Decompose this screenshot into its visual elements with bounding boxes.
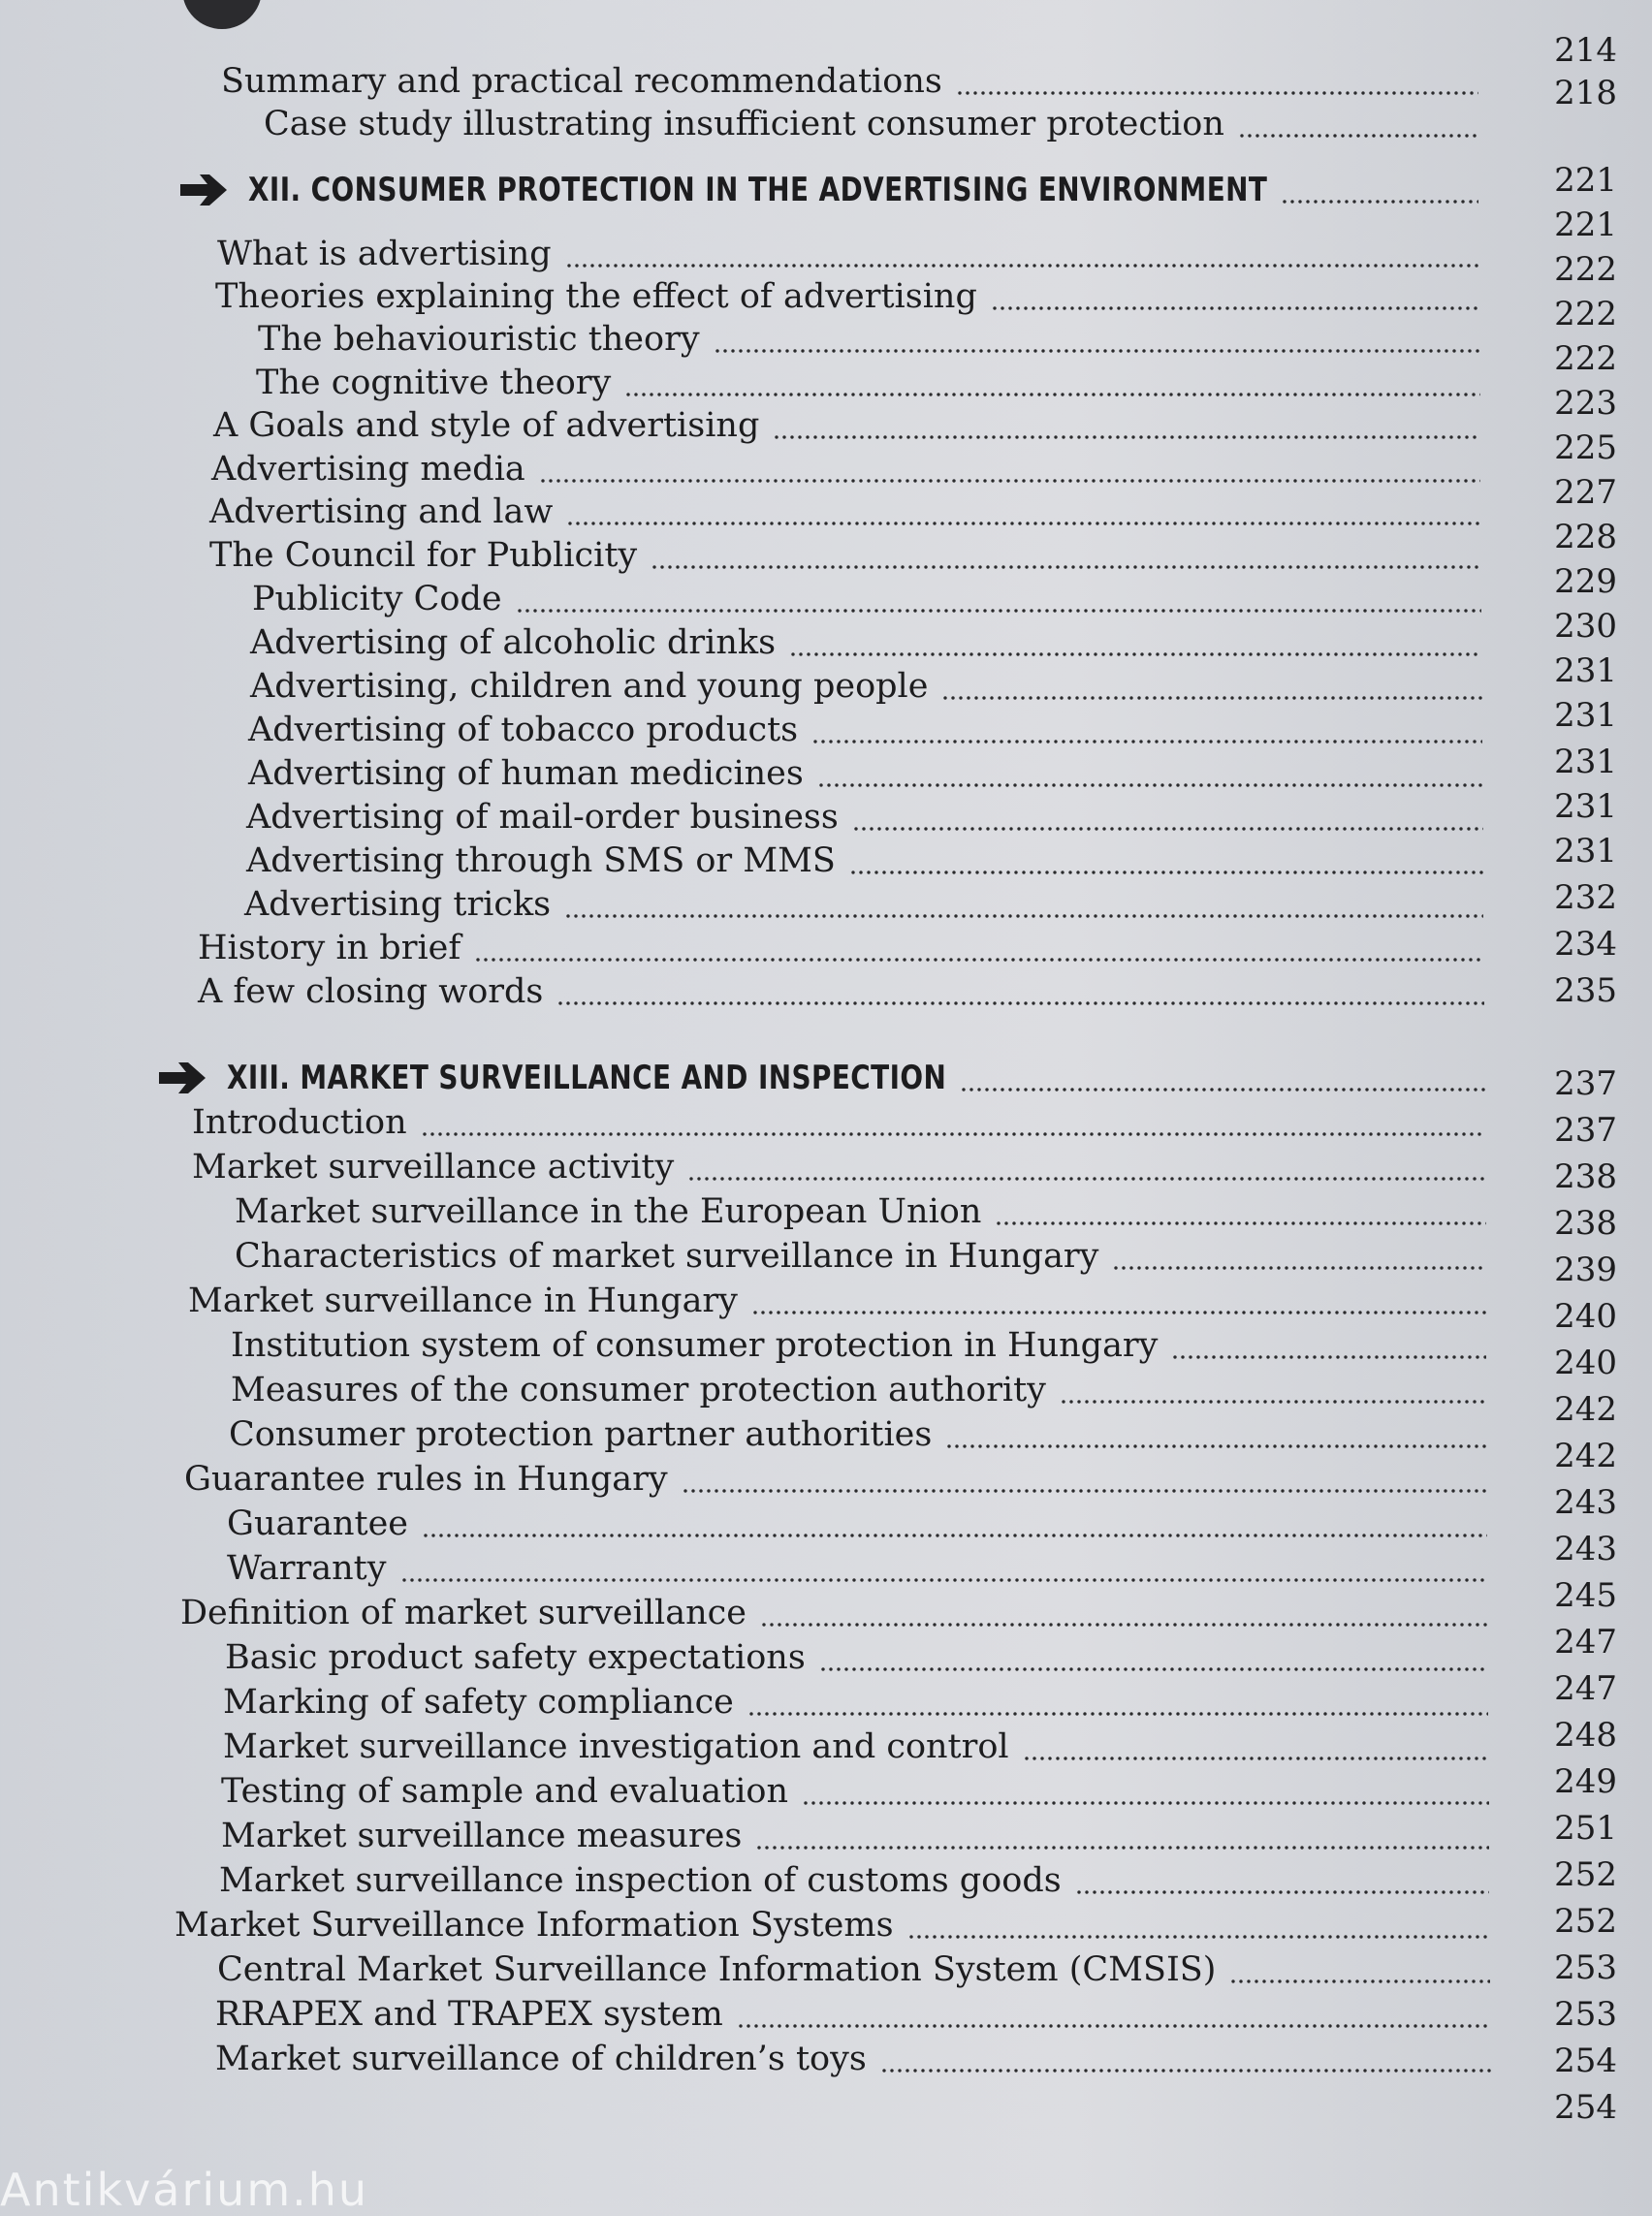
toc-page-number: 252	[1554, 1855, 1617, 1894]
toc-entry-row	[213, 404, 1490, 447]
dot-leader	[1075, 1890, 1489, 1894]
toc-page-number: 221	[1554, 161, 1617, 200]
dot-leader	[422, 1534, 1487, 1537]
toc-entry-title: Market surveillance activity	[192, 1148, 675, 1187]
toc-entry-row	[248, 752, 1492, 795]
toc-entry-title: XII. CONSUMER PROTECTION IN THE ADVERTISING ENVIRONMENT	[248, 171, 1268, 209]
dot-leader	[556, 1001, 1484, 1005]
toc-page-number: 237	[1554, 1111, 1617, 1150]
toc-page-number: 222	[1554, 339, 1617, 378]
toc-page-number: 231	[1554, 832, 1617, 871]
toc-entry-row	[231, 1369, 1497, 1411]
dot-leader	[941, 696, 1482, 700]
toc-page-number: 238	[1554, 1157, 1617, 1196]
toc-entry-row	[248, 709, 1492, 751]
toc-entry-row	[223, 1681, 1498, 1724]
toc-entry-title: The behaviouristic theory	[258, 320, 700, 359]
toc-entry-row	[264, 103, 1488, 145]
toc-entry-title: Institution system of consumer protection in Hungary	[231, 1326, 1159, 1365]
toc-page-number: 247	[1554, 1623, 1617, 1662]
dot-leader	[760, 1623, 1488, 1627]
dot-leader	[516, 609, 1481, 613]
toc-entry-row	[217, 233, 1488, 275]
toc-page-number: 243	[1554, 1530, 1617, 1568]
toc-entry-title: Advertising through SMS or MMS	[246, 841, 836, 880]
toc-entry-row	[223, 1725, 1498, 1768]
toc-entry-title: A few closing words	[198, 972, 544, 1011]
toc-entry-row	[175, 1904, 1500, 1947]
toc-entry-row	[215, 1993, 1500, 2036]
dot-leader	[566, 522, 1480, 525]
toc-entry-title: Warranty	[227, 1549, 387, 1588]
dot-leader	[565, 264, 1478, 268]
toc-page-number: 222	[1554, 250, 1617, 289]
toc-page-number: 240	[1554, 1344, 1617, 1382]
toc-page-number: 245	[1554, 1576, 1617, 1615]
toc-entry-title: Definition of market surveillance	[180, 1594, 747, 1632]
toc-page-number: 249	[1554, 1762, 1617, 1801]
dot-leader	[811, 740, 1482, 744]
toc-entry-title: Measures of the consumer protection authority	[231, 1371, 1046, 1409]
toc-entry-row	[198, 970, 1494, 1013]
toc-entry-title: Advertising and law	[209, 492, 554, 531]
toc-entry-title: Theories explaining the effect of advertising	[215, 277, 977, 316]
dot-leader	[960, 1088, 1485, 1092]
dot-leader	[991, 306, 1478, 310]
toc-entry-title: Market surveillance in the European Union	[235, 1192, 982, 1231]
toc-page-number: 234	[1554, 925, 1617, 964]
dot-leader	[1281, 200, 1478, 204]
toc-page-number: 238	[1554, 1204, 1617, 1243]
toc-chapter-row	[248, 169, 1488, 211]
toc-entry-row	[192, 1101, 1495, 1144]
dot-leader	[737, 2024, 1490, 2028]
dot-leader	[819, 1667, 1488, 1671]
dot-leader	[773, 435, 1480, 439]
dot-leader	[907, 1935, 1490, 1939]
toc-page-number: 243	[1554, 1483, 1617, 1522]
toc-entry-title: Consumer protection partner authorities	[229, 1415, 933, 1454]
toc-entry-row	[219, 1859, 1499, 1902]
toc-entry-row	[246, 796, 1493, 839]
toc-page-number: 231	[1554, 787, 1617, 826]
dot-leader	[755, 1846, 1489, 1850]
toc-page-number: 228	[1554, 518, 1617, 556]
dot-leader	[751, 1311, 1486, 1314]
toc-entry-title: Advertising tricks	[244, 885, 552, 924]
watermark-text: Antikvárium.hu	[0, 2164, 369, 2216]
toc-page-number: 229	[1554, 562, 1617, 601]
toc-page-number: 218	[1554, 74, 1617, 112]
dot-leader	[1112, 1266, 1486, 1270]
toc-entry-title: Guarantee rules in Hungary	[184, 1460, 668, 1499]
toc-entry-row	[215, 2038, 1501, 2080]
toc-page-number: 227	[1554, 473, 1617, 512]
toc-entry-title: Central Market Surveillance Information System (CMSIS)	[217, 1950, 1217, 1989]
toc-entry-title: History in brief	[198, 929, 461, 967]
dot-leader	[714, 349, 1480, 353]
toc-entry-title: Publicity Code	[252, 580, 502, 618]
toc-page-number: 231	[1554, 743, 1617, 781]
toc-entry-title: Advertising of mail-order business	[246, 798, 839, 837]
toc-entry-title: Marking of safety compliance	[223, 1683, 734, 1722]
toc-entry-title: Basic product safety expectations	[225, 1638, 806, 1677]
dot-leader	[564, 914, 1483, 918]
dot-leader	[995, 1221, 1486, 1225]
toc-page-number: 235	[1554, 971, 1617, 1010]
toc-page-number: 232	[1554, 878, 1617, 917]
dot-leader	[789, 652, 1481, 656]
dot-leader	[400, 1578, 1487, 1582]
toc-entry-row	[221, 60, 1488, 103]
toc-entry-title: A Goals and style of advertising	[213, 406, 760, 445]
toc-entry-row	[250, 665, 1492, 708]
dot-leader	[956, 91, 1478, 95]
toc-entry-title: Advertising of tobacco products	[248, 711, 799, 749]
toc-entry-row	[221, 1770, 1499, 1813]
dot-leader	[945, 1444, 1487, 1448]
toc-page-number: 253	[1554, 1948, 1617, 1987]
toc-entry-row	[250, 621, 1491, 664]
toc-entry-title: Advertising media	[211, 450, 525, 489]
dot-leader	[687, 1177, 1485, 1181]
dot-leader	[849, 871, 1483, 874]
toc-page-number: 221	[1554, 206, 1617, 244]
toc-entry-title: XIII. MARKET SURVEILLANCE AND INSPECTION	[227, 1059, 947, 1097]
toc-entry-row	[215, 275, 1488, 318]
toc-page-number: 231	[1554, 696, 1617, 735]
toc-entry-row	[235, 1235, 1496, 1278]
page-number-badge	[182, 0, 262, 29]
toc-entry-title: Advertising, children and young people	[250, 667, 929, 706]
dot-leader	[1023, 1757, 1488, 1760]
dot-leader	[1238, 134, 1478, 138]
toc-entry-title: Market surveillance of children’s toys	[215, 2040, 867, 2078]
toc-page-number: 253	[1554, 1995, 1617, 2034]
toc-page-number: 248	[1554, 1716, 1617, 1755]
toc-entry-row	[227, 1547, 1497, 1590]
toc-entry-row	[231, 1324, 1496, 1367]
toc-entry-title: What is advertising	[217, 235, 552, 273]
toc-page-number: 230	[1554, 607, 1617, 646]
toc-page-number: 214	[1554, 31, 1617, 70]
toc-page-number: 225	[1554, 428, 1617, 467]
dot-leader	[1229, 1979, 1490, 1983]
dot-leader	[421, 1132, 1485, 1136]
toc-entry-title: Introduction	[192, 1103, 407, 1142]
dot-leader	[1060, 1400, 1487, 1404]
dot-leader	[852, 827, 1483, 831]
toc-entry-row	[188, 1280, 1496, 1322]
toc-entry-title: Characteristics of market surveillance in Hungary	[235, 1237, 1099, 1276]
toc-page-number: 222	[1554, 295, 1617, 333]
toc-entry-row	[221, 1815, 1499, 1857]
toc-entry-title: Advertising of human medicines	[248, 754, 804, 793]
dot-leader	[817, 783, 1482, 787]
toc-entry-row	[184, 1458, 1497, 1501]
toc-page-number: 242	[1554, 1390, 1617, 1429]
toc-entry-title: Guarantee	[227, 1504, 408, 1543]
toc-page-number: 247	[1554, 1669, 1617, 1708]
toc-entry-row	[209, 534, 1491, 577]
dot-leader	[802, 1801, 1489, 1805]
toc-page-number: 231	[1554, 651, 1617, 690]
toc-page-number: 237	[1554, 1064, 1617, 1103]
arrow-right-icon	[157, 1059, 207, 1097]
toc-entry-title: Summary and practical recommendations	[221, 62, 942, 101]
dot-leader	[747, 1712, 1488, 1716]
dot-leader	[539, 479, 1480, 483]
toc-entry-row	[258, 318, 1490, 361]
toc-page-number: 254	[1554, 2088, 1617, 2127]
toc-entry-row	[192, 1146, 1495, 1188]
toc-entry-title: Advertising of alcoholic drinks	[250, 623, 777, 662]
dot-leader	[651, 565, 1481, 569]
toc-entry-row	[235, 1190, 1496, 1233]
toc-entry-row	[256, 362, 1490, 404]
toc-entry-row	[244, 883, 1493, 926]
toc-entry-row	[217, 1948, 1500, 1991]
toc-entry-row	[209, 491, 1490, 533]
toc-entry-row	[225, 1636, 1498, 1679]
toc-entry-row	[211, 448, 1490, 491]
toc-entry-title: Case study illustrating insufficient consumer protection	[264, 105, 1224, 143]
toc-page-number: 252	[1554, 1902, 1617, 1941]
toc-entry-row	[198, 927, 1494, 969]
toc-entry-row	[252, 578, 1491, 620]
toc-entry-title: Market Surveillance Information Systems	[175, 1906, 894, 1945]
toc-entry-title: The Council for Publicity	[209, 536, 638, 575]
toc-entry-title: Market surveillance investigation and control	[223, 1727, 1009, 1766]
toc-chapter-row	[227, 1057, 1495, 1099]
dot-leader	[474, 958, 1484, 962]
toc-entry-title: Testing of sample and evaluation	[221, 1772, 789, 1811]
toc-entry-title: Market surveillance measures	[221, 1817, 743, 1855]
toc-page-number: 242	[1554, 1437, 1617, 1475]
toc-entry-title: RRAPEX and TRAPEX system	[215, 1995, 723, 2034]
arrow-right-icon	[178, 171, 229, 209]
dot-leader	[1171, 1355, 1486, 1359]
toc-entry-row	[246, 839, 1493, 882]
toc-page-number: 251	[1554, 1809, 1617, 1848]
dot-leader	[682, 1489, 1487, 1493]
dot-leader	[624, 393, 1480, 396]
toc-page-number: 239	[1554, 1250, 1617, 1289]
toc-page-number: 240	[1554, 1297, 1617, 1336]
toc-page-number: 254	[1554, 2042, 1617, 2080]
toc-entry-row	[227, 1503, 1497, 1545]
toc-entry-title: Market surveillance inspection of customs goods	[219, 1861, 1062, 1900]
toc-entry-row	[180, 1592, 1498, 1634]
toc-entry-title: Market surveillance in Hungary	[188, 1282, 738, 1320]
toc-page-number: 223	[1554, 384, 1617, 423]
toc-entry-title: The cognitive theory	[256, 364, 612, 402]
dot-leader	[880, 2069, 1491, 2073]
toc-entry-row	[229, 1413, 1497, 1456]
